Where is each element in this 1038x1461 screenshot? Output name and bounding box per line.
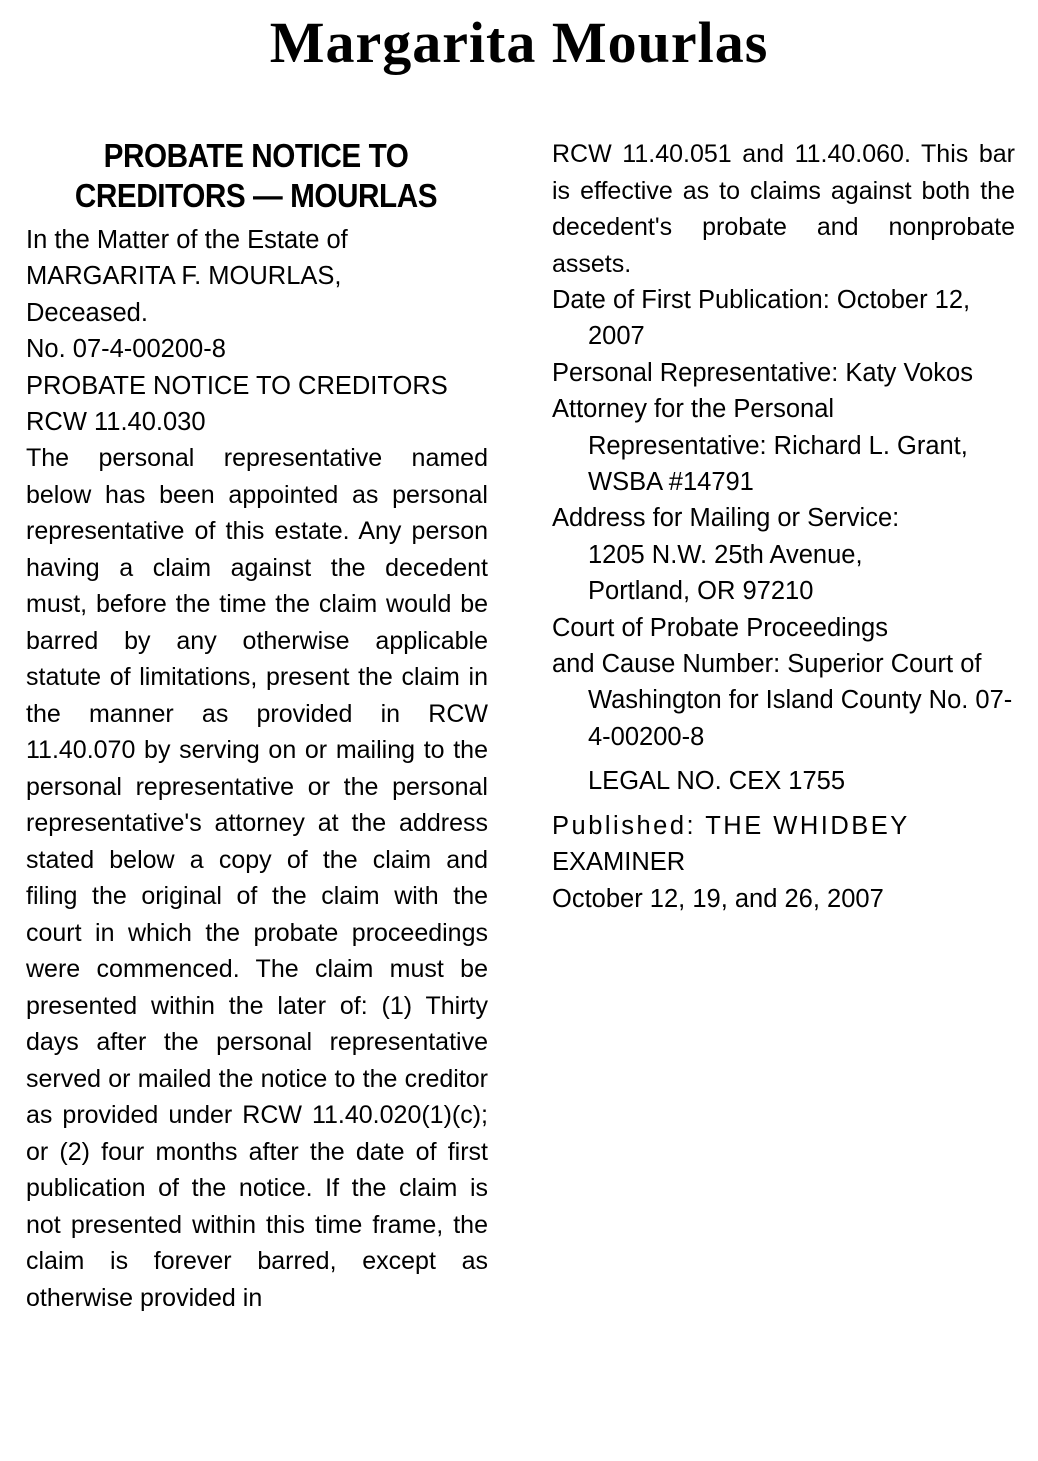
case-caption bbox=[26, 222, 488, 440]
first-publication-date: Date of First Publication: October 12, 2007 bbox=[552, 286, 971, 351]
notice-body-right: RCW 11.40.051 and 11.40.060. This bar is effective as to claims against both the decedent's probate and nonprobate assets. bbox=[552, 140, 1015, 278]
notice-heading-line-2: CREDITORS — MOURLAS bbox=[74, 177, 438, 214]
notice-heading bbox=[49, 136, 463, 216]
notice-heading-line-1: PROBATE NOTICE TO bbox=[103, 137, 409, 174]
court-cause-number: and Cause Number: Superior Court of Washington for Island County No. 07-4-00200-8 bbox=[552, 650, 1013, 751]
personal-representative: Personal Representative: Katy Vokos bbox=[552, 358, 973, 387]
court-label: Court of Probate Proceedings bbox=[552, 613, 888, 642]
published-label: Published: THE WHIDBEY bbox=[552, 811, 910, 840]
address-line-2: Portland, OR 97210 bbox=[588, 577, 814, 606]
caption-statute: RCW 11.40.030 bbox=[26, 408, 206, 437]
caption-notice-type: PROBATE NOTICE TO CREDITORS bbox=[26, 371, 448, 400]
legal-number: LEGAL NO. CEX 1755 bbox=[588, 767, 846, 796]
address-label: Address for Mailing or Service: bbox=[552, 504, 900, 533]
page-title: Margarita Mourlas bbox=[269, 10, 769, 75]
right-column bbox=[552, 136, 1015, 917]
left-column bbox=[26, 132, 488, 1316]
attorney: Attorney for the Personal Representative: Richard L. Grant, WSBA #14791 bbox=[552, 395, 968, 497]
caption-case-number: No. 07-4-00200-8 bbox=[26, 335, 226, 364]
caption-deceased: Deceased. bbox=[26, 298, 148, 327]
notice-body-left: The personal representative named below has been appointed as personal representative of this estate. Any person having a claim against the decedent must, before the time the claim would be barred by any otherwise applicable statute of limitations, present the claim in the manner as provided in RCW 11.40.070 by serving on or mailing to the personal representative or the personal representative's attorney at the address stated below a copy of the claim and filing the original of the claim with the court in which the probate proceedings were commenced. The claim must be presented within the later of: (1) Thirty days after the personal representative served or mailed the notice to the creditor as provided under RCW 11.40.020(1)(c); or (2) four months after the date of first publication of the notice. If the claim is not presented within this time frame, the claim is forever barred, except as otherwise provided in bbox=[26, 444, 488, 1312]
published-dates: October 12, 19, and 26, 2007 bbox=[552, 884, 884, 913]
caption-decedent-name: MARGARITA F. MOURLAS, bbox=[26, 262, 342, 291]
caption-estate: In the Matter of the Estate of bbox=[26, 226, 348, 254]
published-paper-end: EXAMINER bbox=[552, 848, 686, 877]
address-line-1: 1205 N.W. 25th Avenue, bbox=[588, 540, 863, 569]
